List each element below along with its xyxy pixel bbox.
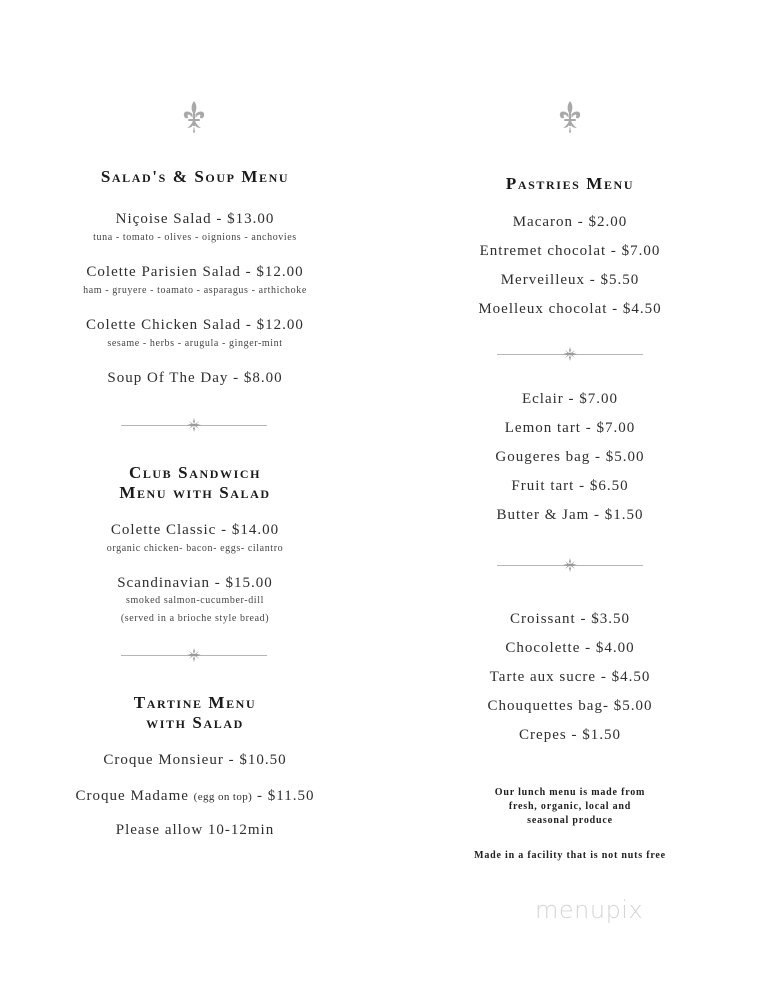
menu-item-description: smoked salmon-cucumber-dill — [126, 595, 264, 606]
section-divider — [497, 558, 643, 572]
tartine-heading-line1: Tartine Menu — [133, 693, 257, 712]
salad-soup-heading: Salad's & Soup Menu — [100, 167, 290, 186]
ornament-icon — [186, 648, 202, 662]
item-name: Croque Madame — [75, 788, 194, 804]
menu-item-nicoise-salad: Niçoise Salad - $13.00 — [115, 211, 275, 227]
pastry-item: Merveilleux - $5.50 — [500, 272, 640, 288]
pastry-item: Tarte aux sucre - $4.50 — [489, 669, 651, 685]
menu-item-colette-classic: Colette Classic - $14.00 — [110, 522, 280, 538]
pastry-item: Crepes - $1.50 — [519, 727, 621, 743]
pastry-item: Gougeres bag - $5.00 — [495, 449, 645, 465]
pastries-heading: Pastries Menu — [505, 174, 635, 193]
pastry-item: Macaron - $2.00 — [512, 214, 628, 230]
ornament-icon — [186, 418, 202, 432]
menu-item-description: ham - gruyere - toamato - asparagus - arthichoke — [83, 285, 307, 296]
fleur-de-lis-icon — [182, 100, 206, 134]
pastry-item: Chocolette - $4.00 — [505, 640, 635, 656]
item-inline-note: (egg on top) — [193, 791, 253, 803]
club-sandwich-heading-line1: Club Sandwich — [128, 463, 262, 482]
menu-item-croque-madame — [40, 787, 350, 806]
pastry-item: Entremet chocolat - $7.00 — [479, 243, 661, 259]
menu-item-description: sesame - herbs - arugula - ginger-mint — [107, 338, 283, 349]
pastry-item: Lemon tart - $7.00 — [504, 420, 636, 436]
allergy-note: Made in a facility that is not nuts free — [474, 850, 666, 861]
menu-item-croque-monsieur: Croque Monsieur - $10.50 — [103, 752, 287, 768]
menu-item-description: tuna - tomato - olives - oignions - anchovies — [93, 232, 297, 243]
produce-note-line1: Our lunch menu is made from — [494, 787, 646, 798]
ornament-icon — [562, 558, 578, 572]
menu-item-soup-of-the-day: Soup Of The Day - $8.00 — [107, 370, 283, 386]
ornament-icon — [562, 347, 578, 361]
section-divider — [497, 347, 643, 361]
menu-item-note: (served in a brioche style bread) — [120, 613, 270, 624]
pastry-item: Fruit tart - $6.50 — [511, 478, 629, 494]
item-price: - $11.50 — [252, 788, 315, 804]
produce-note-line2: fresh, organic, local and — [508, 801, 632, 812]
pastry-item: Chouquettes bag- $5.00 — [487, 698, 653, 714]
fleur-de-lis-icon — [558, 100, 582, 134]
menu-item-description: organic chicken- bacon- eggs- cilantro — [106, 543, 284, 554]
section-divider — [121, 418, 267, 432]
pastry-item: Moelleux chocolat - $4.50 — [478, 301, 662, 317]
menu-item-scandinavian: Scandinavian - $15.00 — [117, 575, 273, 591]
pastry-item: Eclair - $7.00 — [521, 391, 619, 407]
produce-note-line3: seasonal produce — [527, 815, 613, 826]
club-sandwich-heading-line2: Menu with Salad — [119, 483, 271, 502]
watermark-logo: menupix — [535, 896, 644, 924]
preparation-time-note: Please allow 10-12min — [115, 822, 275, 838]
pastry-item: Croissant - $3.50 — [510, 611, 630, 627]
menu-item-chicken-salad: Colette Chicken Salad - $12.00 — [86, 317, 304, 333]
menu-item-parisien-salad: Colette Parisien Salad - $12.00 — [86, 264, 304, 280]
section-divider — [121, 648, 267, 662]
tartine-heading-line2: with Salad — [146, 713, 244, 732]
pastry-item: Butter & Jam - $1.50 — [496, 507, 644, 523]
